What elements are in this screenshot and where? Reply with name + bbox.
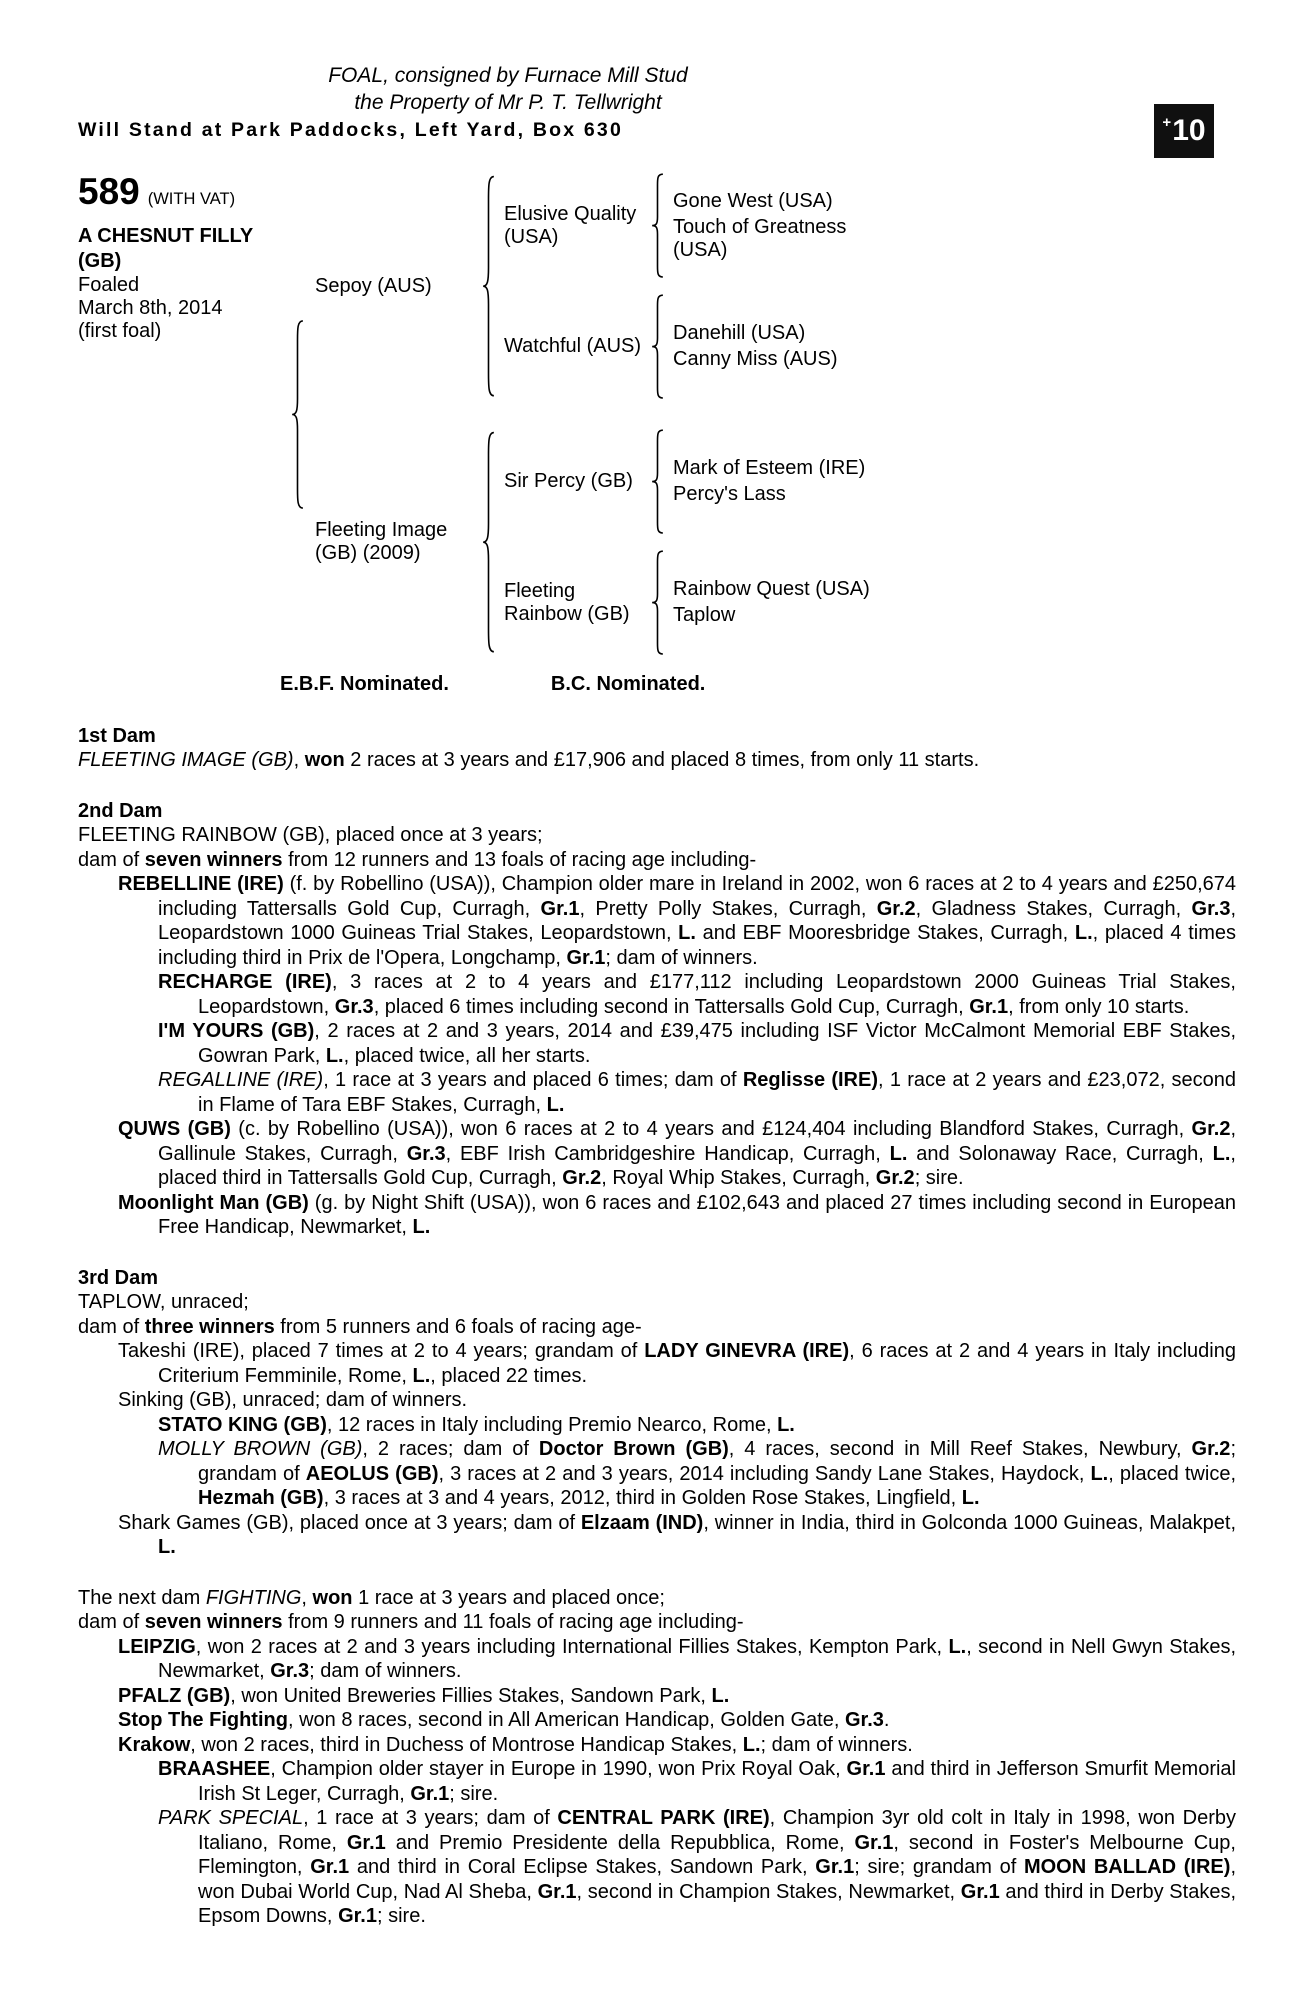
sire-name: Sepoy (AUS)	[315, 274, 432, 297]
dam-branch	[305, 428, 879, 656]
sale-logo-plus: +	[1162, 113, 1172, 131]
lot-block	[78, 172, 290, 343]
highlighted-text: won	[304, 749, 345, 772]
pedigree-brace	[481, 428, 496, 656]
dam-sire-name: Sir Percy (GB)	[504, 470, 633, 493]
pedigree-paragraph: STATO KING (GB), 12 races in Italy including Premio Nearco, Rome, L.	[158, 1413, 795, 1436]
highlighted-text: L.	[678, 922, 696, 945]
dam-dam-dam-name: Taplow	[673, 604, 736, 627]
highlighted-text: Gr.3	[1191, 897, 1231, 920]
pedigree-paragraph: FLEETING RAINBOW (GB), placed once at 3 years;	[78, 824, 543, 847]
highlighted-text: seven winners	[144, 1611, 283, 1634]
bc-nomination: B.C. Nominated.	[550, 672, 706, 695]
pedigree-paragraph: LEIPZIG, won 2 races at 2 and 3 years including International Fillies Stakes, Kempton Park, L., second in Nell Gwyn Stakes, Newmarket, Gr.3; dam of winners.	[118, 1635, 1236, 1683]
highlighted-text: LADY GINEVRA (IRE)	[644, 1340, 850, 1363]
pedigree-section	[78, 1586, 1236, 1929]
sire-sire-name: Elusive Quality (USA)	[504, 202, 637, 248]
sire-dam-branch	[496, 293, 879, 400]
highlighted-text: L.	[1090, 1462, 1109, 1485]
sire-dam-parents	[665, 322, 879, 371]
pedigree-tree	[290, 172, 1236, 657]
sire-dam-dam-name: Canny Miss (AUS)	[673, 348, 838, 371]
highlighted-text: Reglisse (IRE)	[742, 1069, 879, 1092]
highlighted-text: I'M YOURS (GB)	[158, 1020, 315, 1043]
highlighted-text: CENTRAL PARK (IRE)	[557, 1807, 770, 1830]
highlighted-text: Elzaam (IND)	[580, 1511, 704, 1534]
highlighted-text: L.	[325, 1044, 344, 1067]
highlighted-text: Gr.1	[338, 1905, 377, 1928]
highlighted-text: L.	[158, 1536, 176, 1559]
highlighted-text: Gr.1	[815, 1856, 855, 1879]
highlighted-text: Gr.1	[846, 1758, 886, 1781]
sire-sire-parents	[665, 190, 879, 262]
highlighted-text: STATO KING (GB)	[158, 1413, 327, 1436]
highlighted-text: FIGHTING	[205, 1586, 302, 1609]
highlighted-text: L.	[961, 1487, 980, 1510]
highlighted-text: QUWS (GB)	[118, 1118, 231, 1141]
highlighted-text: Gr.2	[876, 897, 916, 920]
catalog-body	[78, 724, 1236, 1929]
pedigree-paragraph: BRAASHEE, Champion older stayer in Europe in 1990, won Prix Royal Oak, Gr.1 and third in Jefferson Smurfit Memorial Irish St Leger, Curragh, Gr.1; sire.	[158, 1758, 1236, 1805]
pedigree-paragraph: The next dam FIGHTING, won 1 race at 3 years and placed once;	[78, 1586, 665, 1609]
sire-sire-dam-name: Touch of Greatness (USA)	[673, 215, 847, 261]
lot-vat-note: (WITH VAT)	[147, 190, 236, 208]
nominations-line	[78, 673, 1236, 696]
highlighted-text: Gr.3	[844, 1709, 884, 1732]
highlighted-text: Krakow	[118, 1733, 191, 1756]
pedigree-paragraph: TAPLOW, unraced;	[78, 1291, 249, 1314]
page-header	[78, 62, 1236, 147]
highlighted-text: Gr.1	[969, 995, 1009, 1018]
highlighted-text: L.	[711, 1684, 730, 1707]
dam-sire-dam-name: Percy's Lass	[673, 483, 786, 506]
dam-parents	[496, 428, 879, 656]
sale-logo	[1154, 104, 1214, 158]
highlighted-text: Gr.2	[1191, 1438, 1231, 1461]
highlighted-text: FLEETING IMAGE (GB)	[78, 749, 294, 772]
foal-description: A CHESNUT FILLY (GB)	[78, 225, 253, 272]
dam-sire-sire-name: Mark of Esteem (IRE)	[673, 457, 866, 480]
highlighted-text: Hezmah (GB)	[198, 1487, 324, 1510]
consignment-line: FOAL, consigned by Furnace Mill Stud	[328, 64, 688, 87]
dam-section-heading: 2nd Dam	[78, 799, 163, 822]
highlighted-text: Gr.1	[960, 1880, 1000, 1903]
pedigree-section	[78, 799, 1236, 1240]
lot-number: 589	[78, 171, 140, 212]
ebf-nomination: E.B.F. Nominated.	[280, 672, 449, 695]
pedigree-paragraph: dam of seven winners from 12 runners and 13 foals of racing age including-	[78, 848, 757, 871]
highlighted-text: BRAASHEE	[158, 1758, 271, 1781]
pedigree-paragraph: RECHARGE (IRE), 3 races at 2 to 4 years and £177,112 including Leopardstown 2000 Guineas Trial Stakes, Leopardstown, Gr.3, placed 6 times including second in Tattersalls Gold Cup, Curragh, Gr.1, from only 10 starts.	[158, 971, 1236, 1018]
pedigree-paragraph: Takeshi (IRE), placed 7 times at 2 to 4 years; grandam of LADY GINEVRA (IRE), 6 races at 2 and 4 years in Italy including Criterium Femminile, Rome, L., placed 22 times.	[118, 1340, 1236, 1387]
pedigree-paragraph: QUWS (GB) (c. by Robellino (USA)), won 6 races at 2 to 4 years and £124,404 including Blandford Stakes, Curragh, Gr.2, Gallinule Stakes, Curragh, Gr.3, EBF Irish Cambridgeshire Handicap, Curragh, L. and Solonaway Race, Curragh, L., placed third in Tattersalls Gold Cup, Curragh, Gr.2, Royal Whip Stakes, Curragh, Gr.2; sire.	[118, 1118, 1237, 1190]
highlighted-text: won	[312, 1586, 353, 1609]
highlighted-text: L.	[948, 1635, 967, 1658]
dam-name: Fleeting Image (GB) (2009)	[315, 519, 448, 565]
foal-date: March 8th, 2014	[78, 297, 223, 319]
sire-dam-name: Watchful (AUS)	[504, 335, 642, 358]
highlighted-text: L.	[412, 1364, 431, 1387]
pedigree-brace	[481, 172, 496, 400]
dam-sire-branch	[496, 428, 879, 535]
highlighted-text: Doctor Brown (GB)	[538, 1438, 729, 1461]
sale-logo-number: 10	[1172, 114, 1206, 147]
highlighted-text: Gr.1	[310, 1856, 350, 1879]
pedigree-paragraph: REBELLINE (IRE) (f. by Robellino (USA)), Champion older mare in Ireland in 2002, won 6 races at 2 to 4 years and £250,674 including Tattersalls Gold Cup, Curragh, Gr.1, Pretty Polly Stakes, Curragh, Gr.2, Gladness Stakes, Curragh, Gr.3, Leopardstown 1000 Guineas Trial Stakes, Leopardstown, L. and EBF Mooresbridge Stakes, Curragh, L., placed 4 times including third in Prix de l'Opera, Longchamp, Gr.1; dam of winners.	[118, 873, 1237, 969]
highlighted-text: REBELLINE (IRE)	[118, 873, 284, 896]
pedigree-paragraph: dam of seven winners from 9 runners and 11 foals of racing age including-	[78, 1611, 744, 1634]
sire-parents	[496, 172, 879, 400]
highlighted-text: L.	[742, 1733, 761, 1756]
sire-sire-sire-name: Gone West (USA)	[673, 189, 833, 212]
property-line: the Property of Mr P. T. Tellwright	[354, 91, 662, 114]
pedigree-generations	[305, 172, 879, 657]
highlighted-text: MOON BALLAD (IRE)	[1023, 1856, 1231, 1879]
highlighted-text: Gr.1	[537, 1880, 577, 1903]
sire-branch	[305, 172, 879, 400]
pedigree-paragraph: I'M YOURS (GB), 2 races at 2 and 3 years, 2014 and £39,475 including ISF Victor McCalmont Memorial EBF Stakes, Gowran Park, L., placed twice, all her starts.	[158, 1020, 1237, 1067]
highlighted-text: Gr.3	[406, 1142, 446, 1165]
pedigree-paragraph: Shark Games (GB), placed once at 3 years; dam of Elzaam (IND), winner in India, third in Golconda 1000 Guineas, Malakpet, L.	[118, 1511, 1237, 1559]
highlighted-text: Gr.2	[875, 1167, 915, 1190]
highlighted-text: Gr.3	[270, 1660, 310, 1683]
pedigree-paragraph: PFALZ (GB), won United Breweries Fillies Stakes, Sandown Park, L.	[118, 1684, 730, 1707]
highlighted-text: Gr.2	[1191, 1118, 1231, 1141]
pedigree-brace	[650, 293, 665, 400]
sire-sire-branch	[496, 172, 879, 279]
highlighted-text: Stop The Fighting	[118, 1709, 288, 1732]
dam-section-heading: 1st Dam	[78, 724, 156, 747]
highlighted-text: Gr.1	[854, 1831, 894, 1854]
highlighted-text: Gr.2	[562, 1167, 602, 1190]
pedigree-brace	[650, 172, 665, 279]
highlighted-text: Gr.1	[346, 1831, 386, 1854]
highlighted-text: LEIPZIG	[118, 1635, 196, 1658]
pedigree-section	[78, 1266, 1236, 1560]
dam-dam-branch	[496, 549, 879, 656]
highlighted-text: Gr.1	[410, 1782, 450, 1805]
pedigree-paragraph: Sinking (GB), unraced; dam of winners.	[118, 1389, 468, 1412]
highlighted-text: L.	[1212, 1142, 1231, 1165]
stand-location-line: Will Stand at Park Paddocks, Left Yard, Box 630	[78, 119, 624, 141]
pedigree-brace	[650, 549, 665, 656]
highlighted-text: REGALLINE (IRE)	[158, 1069, 324, 1092]
highlighted-text: PARK SPECIAL	[158, 1807, 304, 1830]
pedigree-section	[78, 724, 1236, 773]
dam-section-heading: 3rd Dam	[78, 1266, 159, 1289]
dam-dam-sire-name: Rainbow Quest (USA)	[673, 578, 870, 601]
pedigree-paragraph: MOLLY BROWN (GB), 2 races; dam of Doctor Brown (GB), 4 races, second in Mill Reef Stakes, Newbury, Gr.2; grandam of AEOLUS (GB), 3 races at 2 and 3 years, 2014 including Sandy Lane Stakes, Haydock, L., placed twice, Hezmah (GB), 3 races at 3 and 4 years, 2012, third in Golden Rose Stakes, Lingfield, L.	[158, 1438, 1236, 1510]
highlighted-text: RECHARGE (IRE)	[158, 971, 332, 994]
highlighted-text: Gr.3	[334, 995, 374, 1018]
highlighted-text: L.	[1074, 922, 1093, 945]
highlighted-text: L.	[412, 1216, 431, 1239]
pedigree-brace	[290, 317, 305, 512]
highlighted-text: Gr.1	[566, 946, 606, 969]
highlighted-text: PFALZ (GB)	[118, 1684, 231, 1707]
highlighted-text: three winners	[144, 1315, 275, 1338]
highlighted-text: AEOLUS (GB)	[305, 1462, 439, 1485]
highlighted-text: seven winners	[144, 848, 283, 871]
highlighted-text: L.	[777, 1413, 795, 1436]
pedigree-paragraph: FLEETING IMAGE (GB), won 2 races at 3 years and £17,906 and placed 8 times, from only 11 starts.	[78, 749, 980, 772]
pedigree-paragraph: Krakow, won 2 races, third in Duchess of Montrose Handicap Stakes, L.; dam of winners.	[118, 1733, 913, 1756]
dam-dam-parents	[665, 578, 879, 627]
sire-dam-sire-name: Danehill (USA)	[673, 322, 806, 345]
highlighted-text: L.	[546, 1093, 565, 1116]
consignor-block	[78, 62, 938, 116]
pedigree-paragraph: REGALLINE (IRE), 1 race at 3 years and placed 6 times; dam of Reglisse (IRE), 1 race at 2 years and £23,072, second in Flame of Tara EBF Stakes, Curragh, L.	[158, 1069, 1237, 1116]
foaled-label: Foaled	[78, 274, 140, 296]
dam-sire-parents	[665, 457, 879, 506]
highlighted-text: MOLLY BROWN (GB)	[158, 1438, 363, 1461]
pedigree-paragraph: Moonlight Man (GB) (g. by Night Shift (USA)), won 6 races and £102,643 and placed 27 times including second in European Free Handicap, Newmarket, L.	[118, 1191, 1236, 1239]
highlighted-text: Moonlight Man (GB)	[118, 1191, 309, 1214]
pedigree-paragraph: Stop The Fighting, won 8 races, second in All American Handicap, Golden Gate, Gr.3.	[118, 1709, 890, 1732]
pedigree-table	[78, 172, 1236, 657]
pedigree-brace	[650, 428, 665, 535]
dam-dam-name: Fleeting Rainbow (GB)	[504, 579, 630, 625]
lot-line	[78, 172, 290, 212]
highlighted-text: Gr.1	[540, 897, 580, 920]
foal-note: (first foal)	[78, 320, 162, 342]
pedigree-paragraph: dam of three winners from 5 runners and 6 foals of racing age-	[78, 1315, 642, 1338]
pedigree-paragraph: PARK SPECIAL, 1 race at 3 years; dam of CENTRAL PARK (IRE), Champion 3yr old colt in Italy in 1998, won Derby Italiano, Rome, Gr.1 and Premio Presidente della Repubblica, Rome, Gr.1, second in Foster's Melbourne Cup, Flemington, Gr.1 and third in Coral Eclipse Stakes, Sandown Park, Gr.1; sire; grandam of MOON BALLAD (IRE), won Dubai World Cup, Nad Al Sheba, Gr.1, second in Champion Stakes, Newmarket, Gr.1 and third in Derby Stakes, Epsom Downs, Gr.1; sire.	[158, 1807, 1236, 1928]
highlighted-text: L.	[889, 1142, 908, 1165]
